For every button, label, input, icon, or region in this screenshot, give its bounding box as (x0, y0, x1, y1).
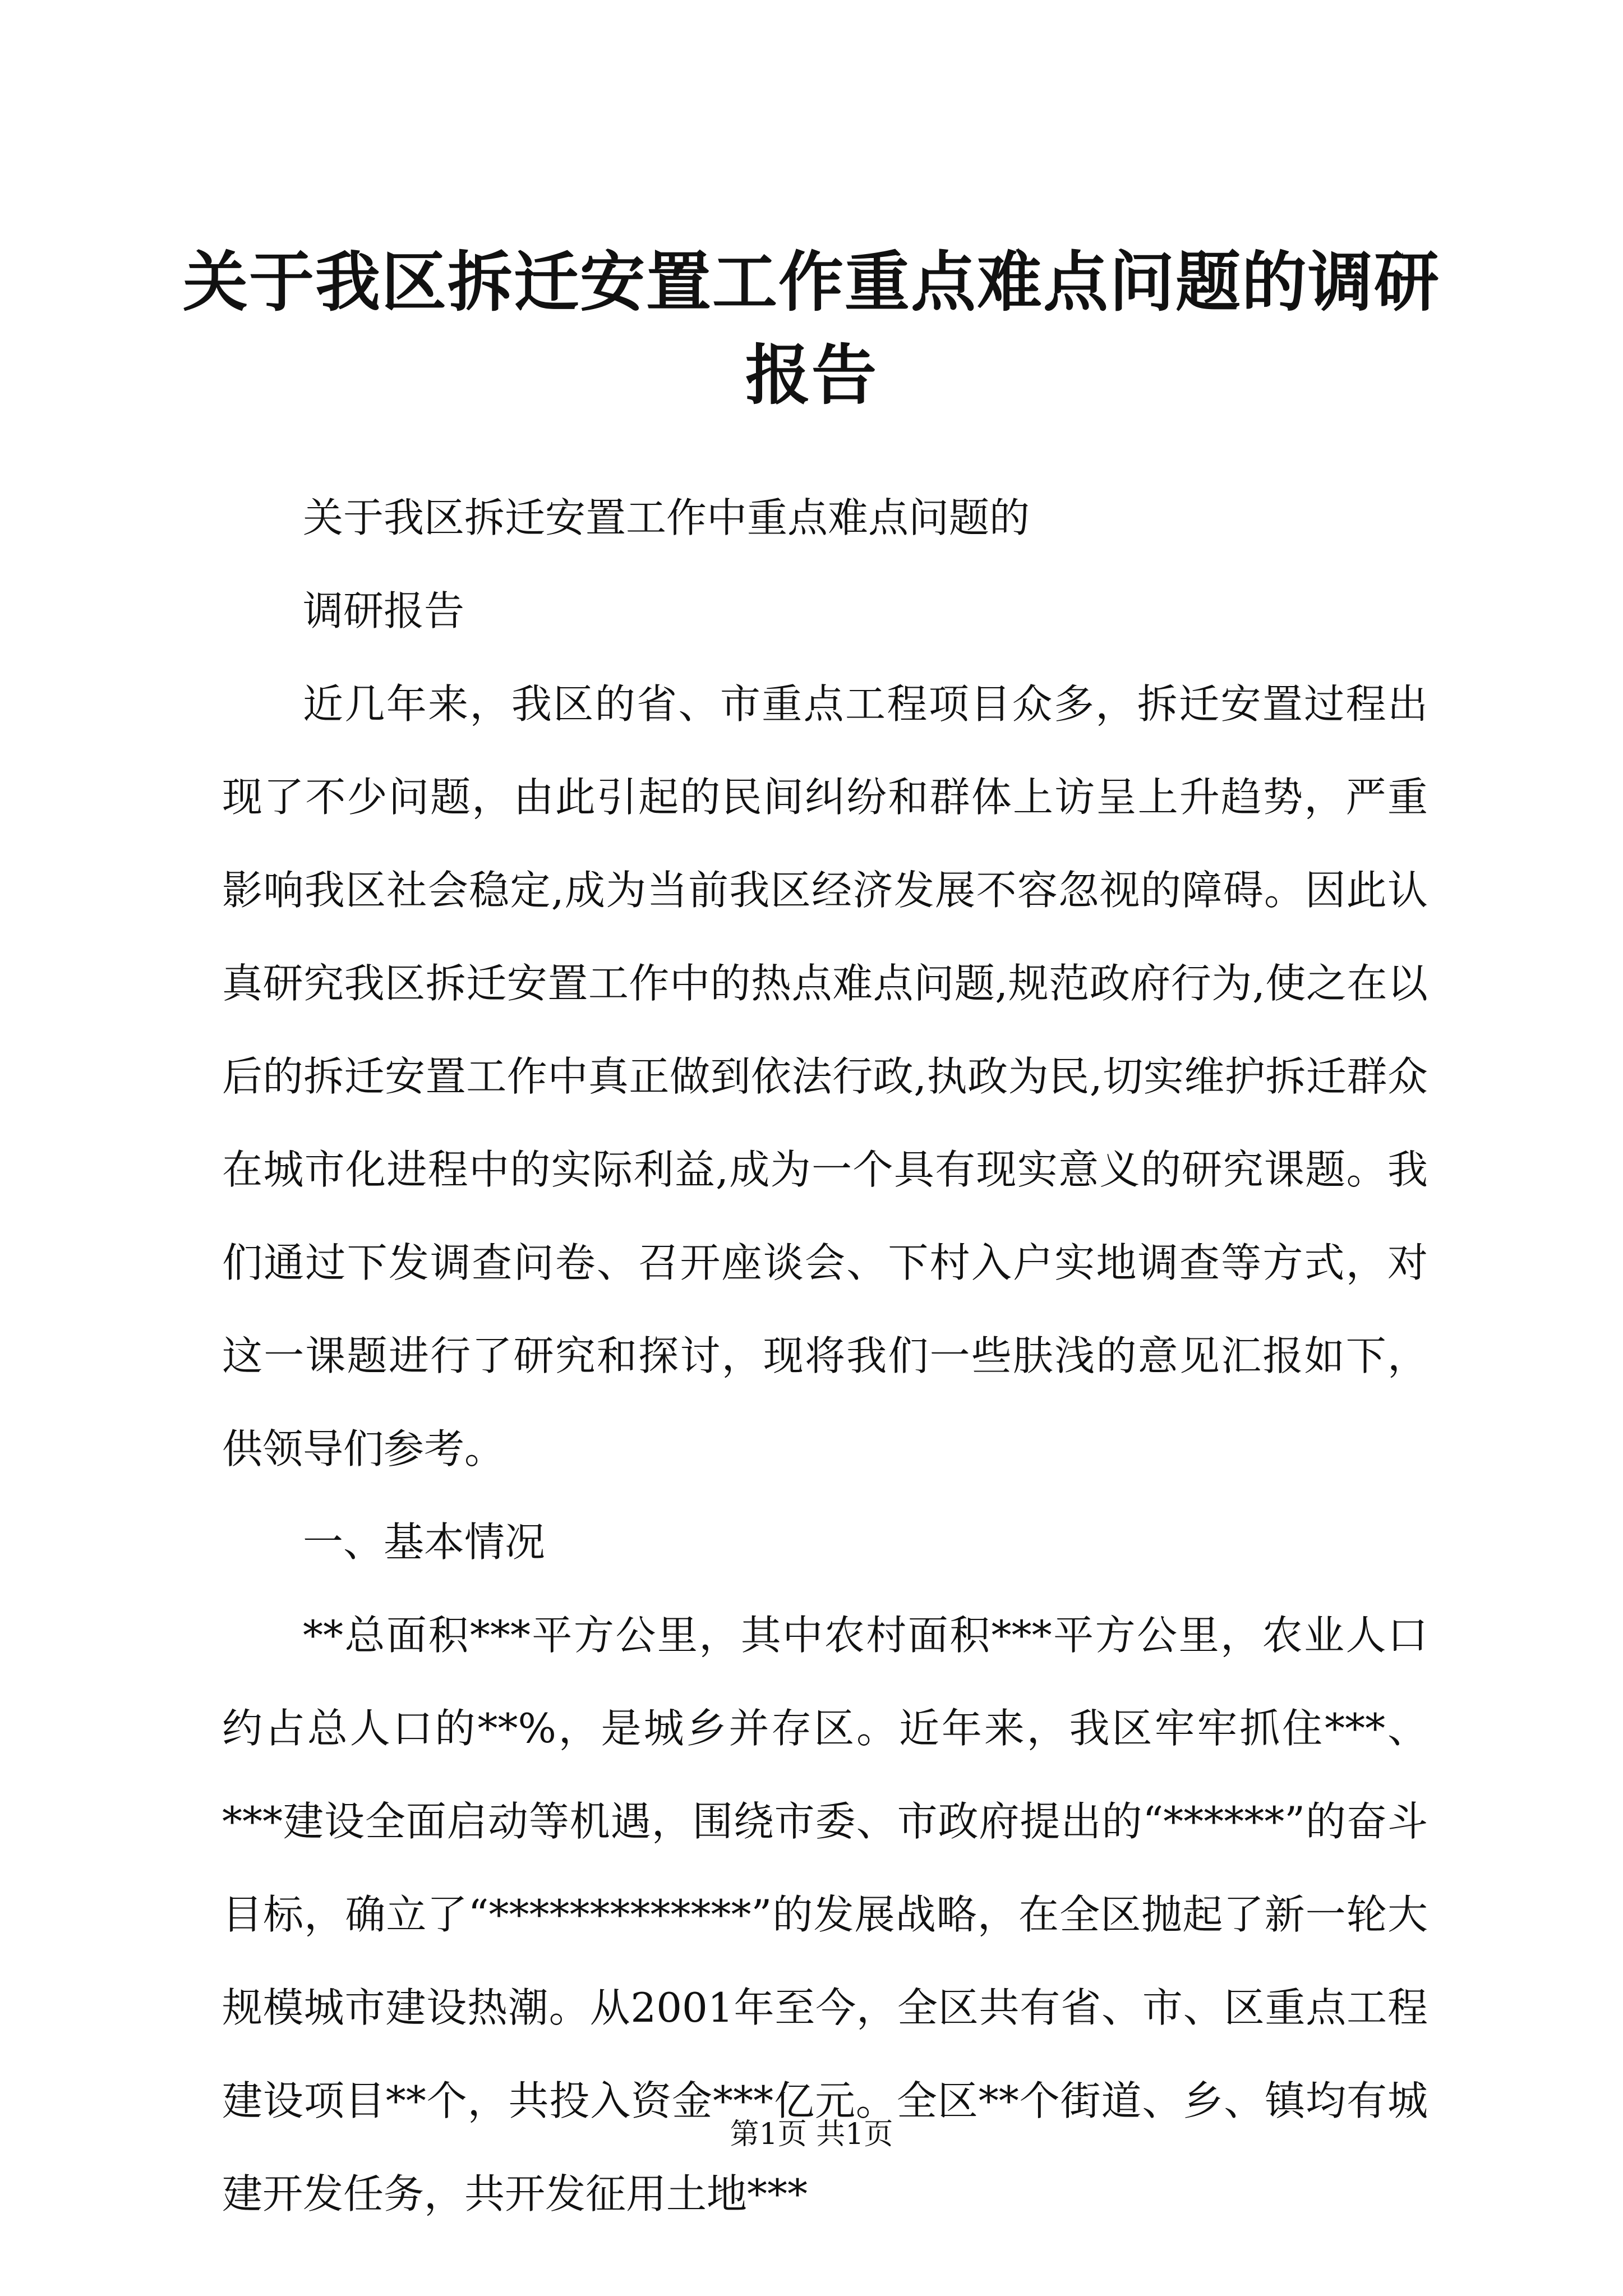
intro-paragraph: 近几年来，我区的省、市重点工程项目众多，拆迁安置过程出现了不少问题，由此引起的民间纠纷和群体上访呈上升趋势，严重影响我区社会稳定,成为当前我区经济发展不容忽视的障碍。因此认真研究我区拆迁安置工作中的热点难点问题,规范政府行为,使之在以后的拆迁安置工作中真正做到依法行政,执政为民,切实维护拆迁群众在城市化进程中的实际利益,成为一个具有现实意义的研究课题。我们通过下发调查问卷、召开座谈会、下村入户实地调查等方式，对这一课题进行了研究和探讨，现将我们一些肤浅的意见汇报如下，供领导们参考。 (222, 680, 1428, 1473)
page-footer: 第1页 共1页 (730, 2118, 893, 2151)
document-body (222, 471, 1428, 2240)
subtitle-line-2: 调研报告 (303, 587, 465, 634)
section-heading-basic-situation: 一、基本情况 (303, 1519, 546, 1566)
document-title: 关于我区拆迁安置工作重点难点问题的调研报告 (183, 244, 1440, 413)
basic-situation-paragraph: **总面积***平方公里，其中农村面积***平方公里，农业人口约占总人口的**%，是城乡并存区。近年来，我区牢牢抓住***、***建设全面启动等机遇，围绕市委、市政府提出的“******”的奋斗目标，确立了“*************”的发展战略，在全区抛起了新一轮大规模城市建设热潮。从2001年至今，全区共有省、市、区重点工程建设项目**个，共投入资金***亿元。全区**个街道、乡、镇均有城建开发任务，共开发征用土地*** (222, 1612, 1428, 2217)
subtitle-line-1: 关于我区拆迁安置工作中重点难点问题的 (303, 494, 1030, 541)
